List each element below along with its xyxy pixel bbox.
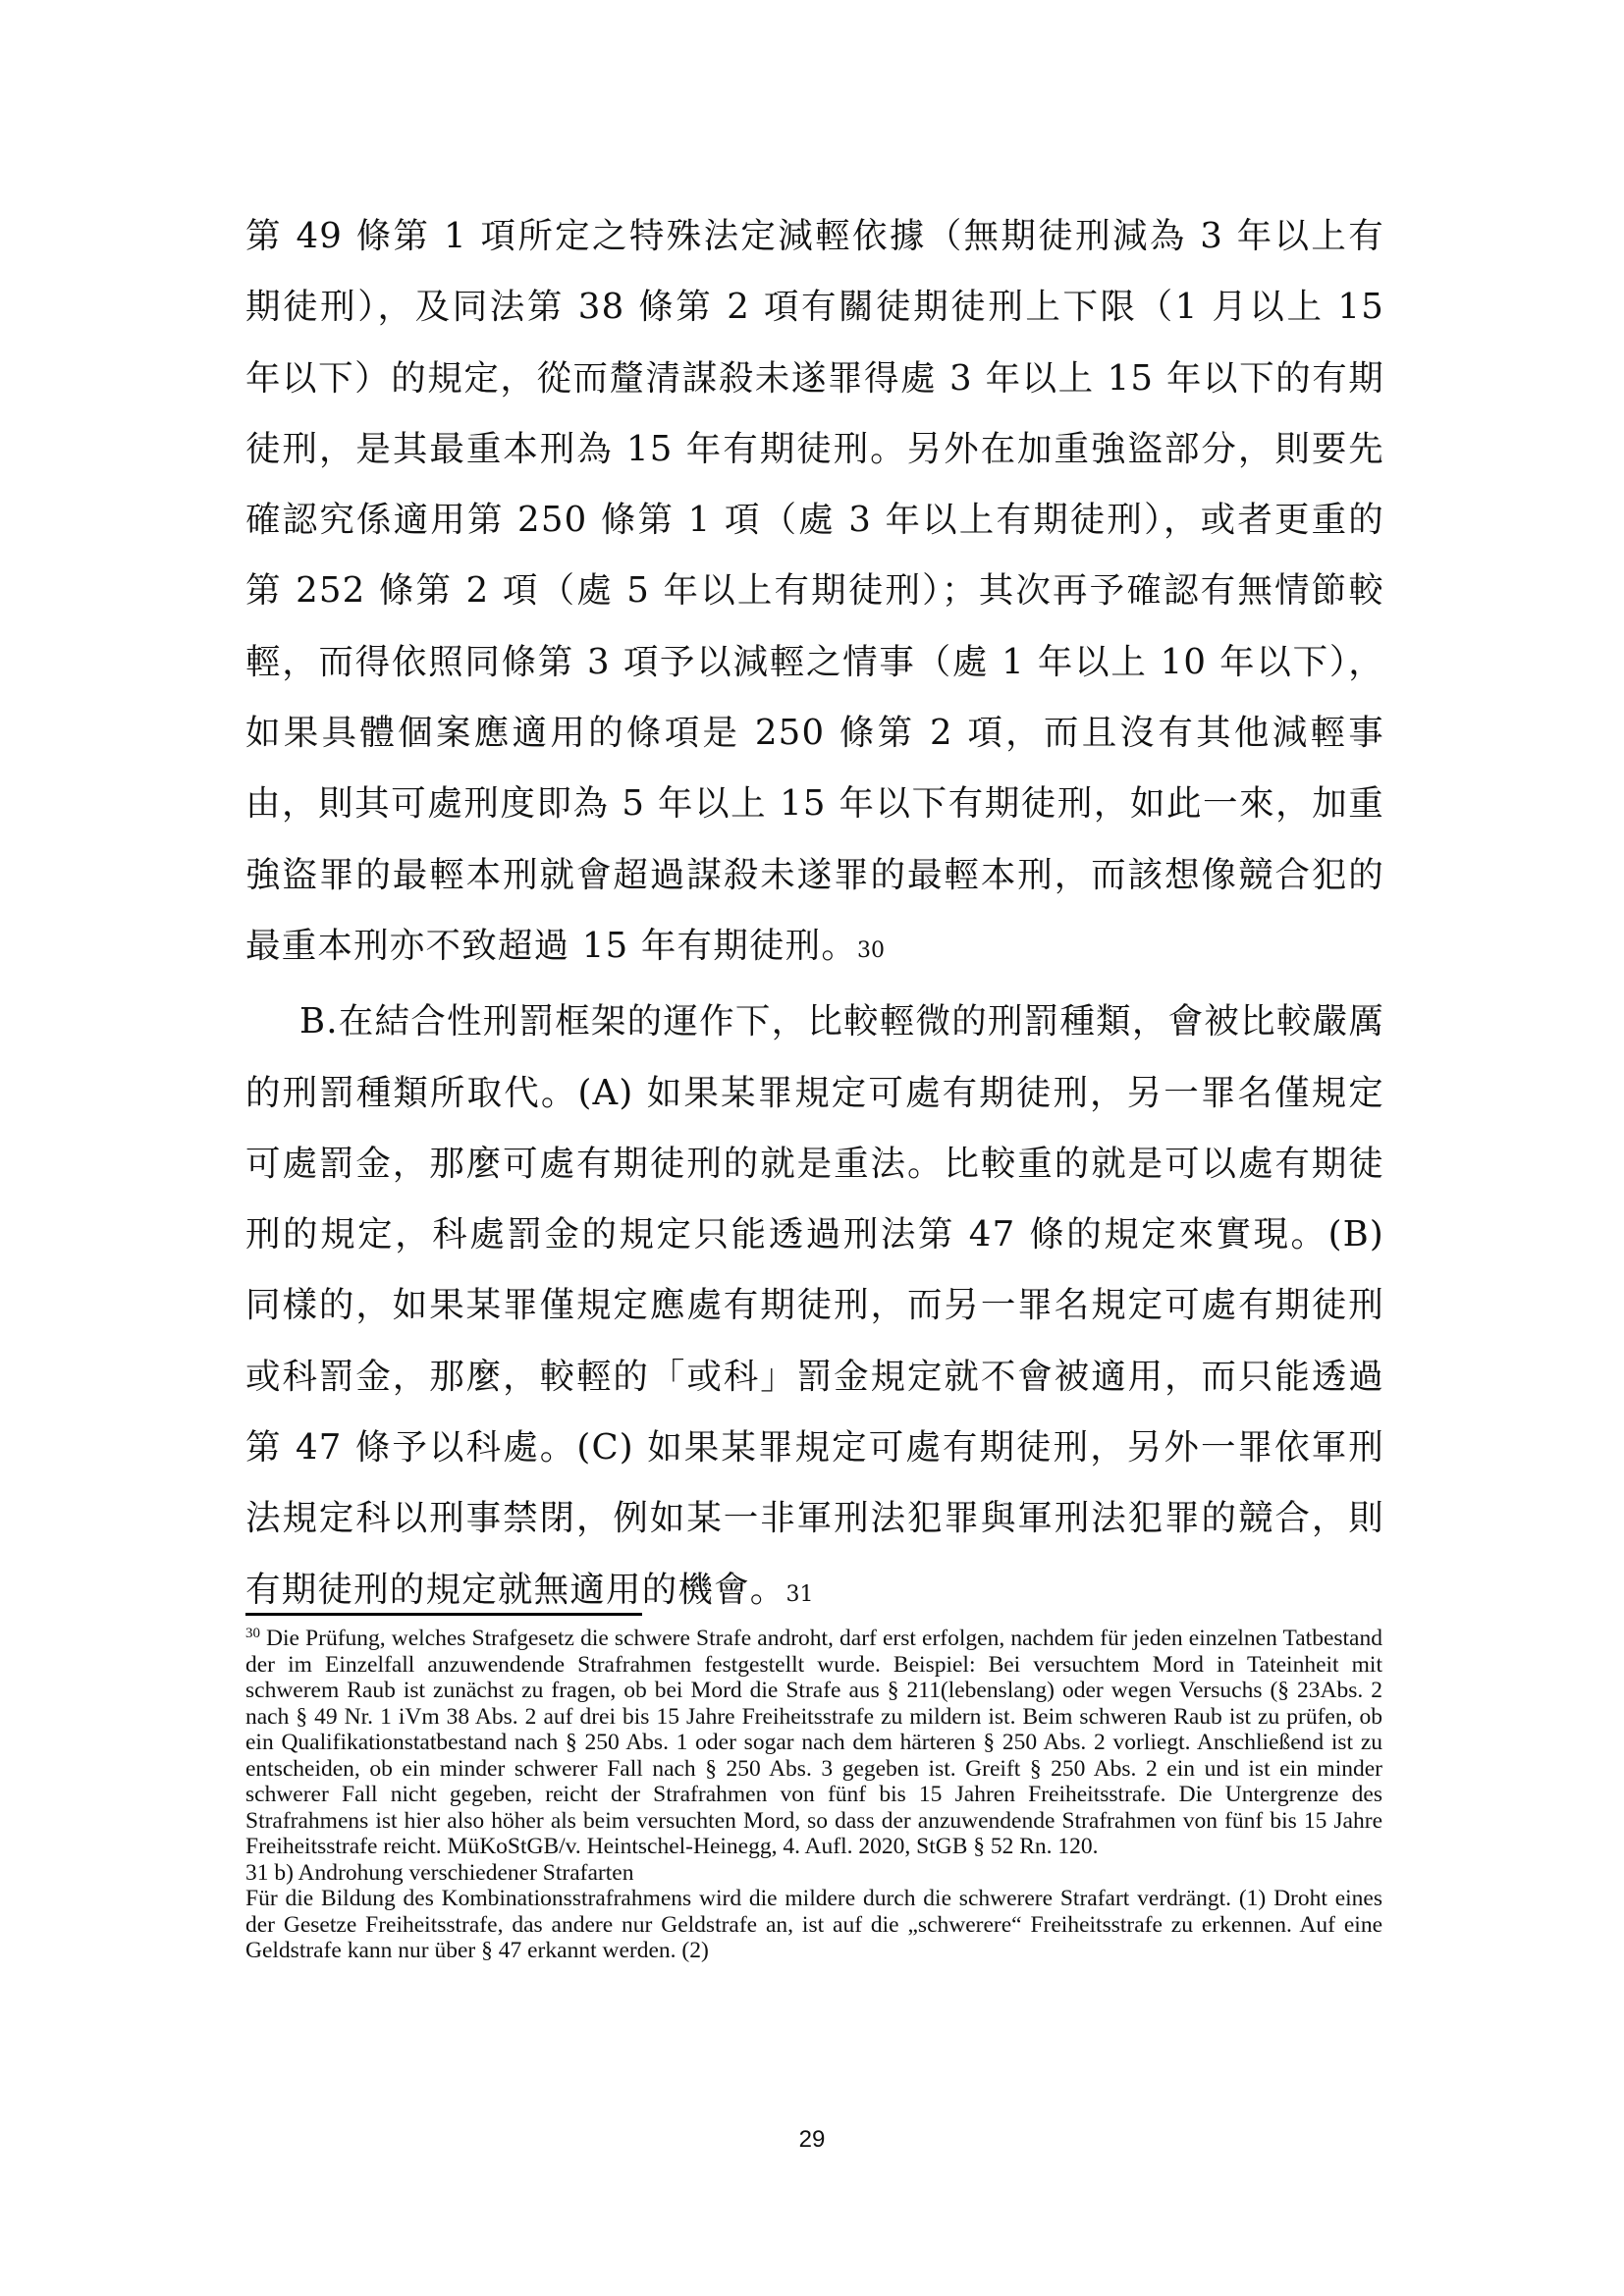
footnote-number: 30 [245,1626,260,1641]
paragraph-text: B.在結合性刑罰框架的運作下，比較輕微的刑罰種類，會被比較嚴厲的刑罰種類所取代。(A) 如果某罪規定可處有期徒刑，另一罪名僅規定可處罰金，那麼可處有期徒刑的就是重法。比較重的就是可以處有期徒刑的規定，科處罰金的規定只能透過刑法第 47 條的規定來實現。(B) 同樣的，如果某罪僅規定應處有期徒刑，而另一罪名規定可處有期徒刑或科罰金，那麼，較輕的「或科」罰金規定就不會被適用，而只能透過第 47 條予以科處。(C) 如果某罪規定可處有期徒刑，另外一罪依軍刑法規定科以刑事禁閉，例如某一非軍刑法犯罪與軍刑法犯罪的競合，則有期徒刑的規定就無適用的機會。 [245,1001,1384,1610]
footnote-reference: 30 [857,937,886,963]
footnote-31-text: Für die Bildung des Kombinationsstrafrahmens wird die mildere durch die schwerere Strafart verdrängt. (1) Droht eines der Gesetze Freiheitsstrafe, das andere nur Geldstrafe an, ist auf die „schwerere“ Freiheitsstrafe zu erkennen. Auf eine Geldstrafe kann nur über § 47 erkannt werden. (2) [245,1886,1382,1963]
paragraph-text: 第 49 條第 1 項所定之特殊法定減輕依據（無期徒刑減為 3 年以上有期徒刑），及同法第 38 條第 2 項有關徒期徒刑上下限（1 月以上 15 年以下）的規定，從而釐清謀殺未遂罪得處 3 年以上 15 年以下的有期徒刑，是其最重本刑為 15 年有期徒刑。另外在加重強盜部分，則要先確認究係適用第 250 條第 1 項（處 3 年以上有期徒刑），或者更重的第 252 條第 2 項（處 5 年以上有期徒刑）；其次再予確認有無情節較輕，而得依照同條第 3 項予以減輕之情事（處 1 年以上 10 年以下），如果具體個案應適用的條項是 250 條第 2 項，而且沒有其他減輕事由，則其可處刑度即為 5 年以上 15 年以下有期徒刑，如此一來，加重強盜罪的最輕本刑就會超過謀殺未遂罪的最輕本刑，而該想像競合犯的最重本刑亦不致超過 15 年有期徒刑。 [245,216,1384,966]
footnote-separator [245,1613,642,1616]
page-number: 29 [798,2126,826,2153]
footnote-reference: 31 [785,1581,814,1607]
footnote-30 [245,1626,1382,1860]
paragraph [245,987,1384,1630]
paragraph [245,201,1384,987]
main-text [245,201,1384,1630]
footnotes [245,1626,1382,1964]
footnote-31-heading: 31 b) Androhung verschiedener Strafarten [245,1859,634,1886]
footnote-text: Die Prüfung, welches Strafgesetz die schwere Strafe androht, darf erst erfolgen, nachdem für jeden einzelnen Tatbestand der im Einzelfall anzuwendende Strafrahmen festgestellt wurde. Beispiel: Bei versuchtem Mord in Tateinheit mit schwerem Raub ist zunächst zu fragen, ob bei Mord die Strafe aus § 211(lebenslang) oder wegen Versuchs (§ 23Abs. 2 nach § 49 Nr. 1 iVm 38 Abs. 2 auf drei bis 15 Jahre Freiheitsstrafe zu mildern ist. Beim schweren Raub ist zu prüfen, ob ein Qualifikationstatbestand nach § 250 Abs. 1 oder sogar nach dem härteren § 250 Abs. 2 vorliegt. Anschließend ist zu entscheiden, ob ein minder schwerer Fall nach § 250 Abs. 3 gegeben ist. Greift § 250 Abs. 2 ein und ist ein minder schwerer Fall nicht gegeben, reicht der Strafrahmen von fünf bis 15 Jahren Freiheitsstrafe. Die Untergrenze des Strafrahmens ist hier also höher als beim versuchten Mord, so dass der anzuwendende Strafrahmen von fünf bis 15 Jahre Freiheitsstrafe reicht. MüKoStGB/v. Heintschel-Heinegg, 4. Aufl. 2020, StGB § 52 Rn. 120. [245,1626,1382,1859]
